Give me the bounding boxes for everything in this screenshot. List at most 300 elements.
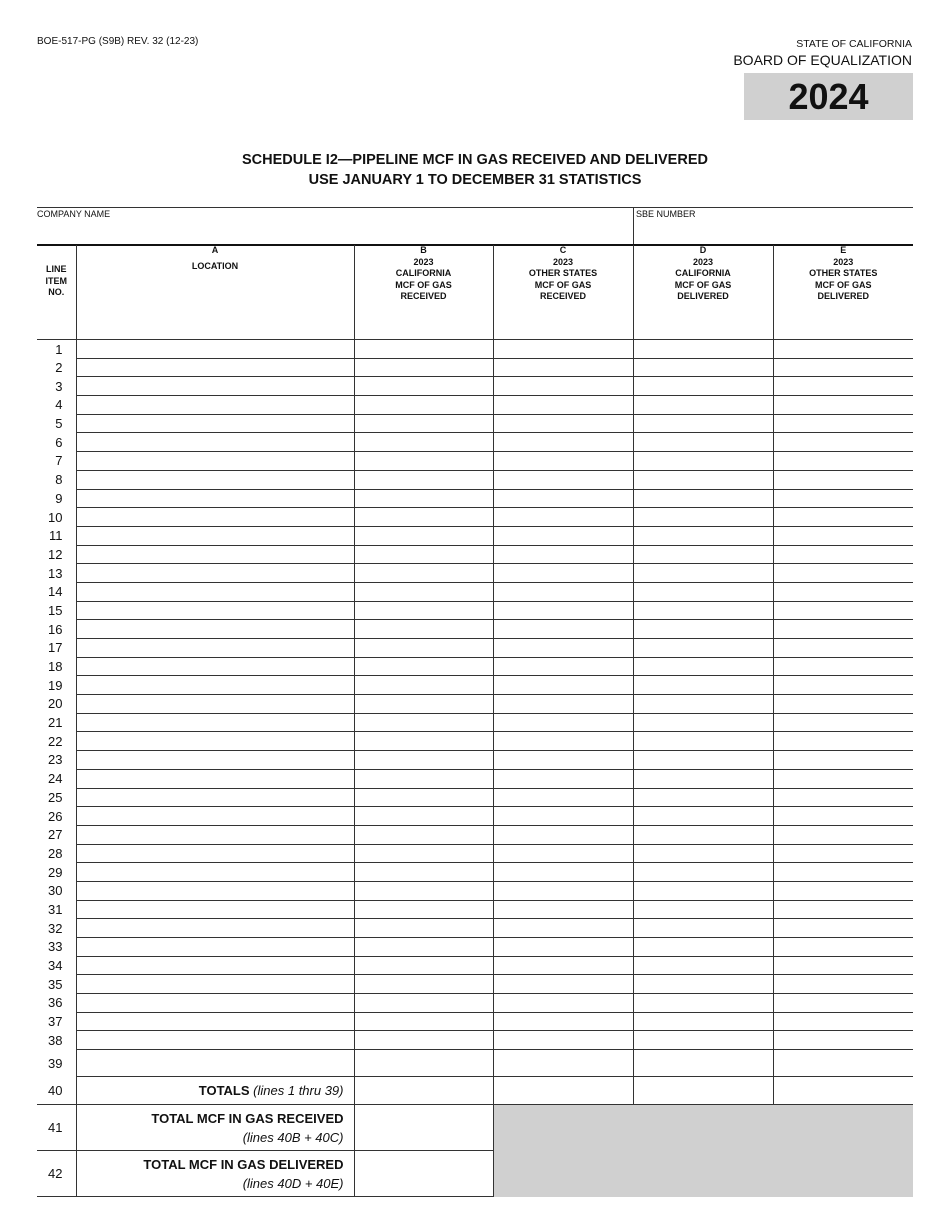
cell-d[interactable] bbox=[633, 433, 773, 452]
header-text: MCF OF GAS bbox=[815, 279, 872, 290]
cell-c[interactable] bbox=[493, 919, 633, 938]
cell-c[interactable] bbox=[493, 975, 633, 994]
cell-e[interactable] bbox=[773, 769, 913, 788]
cell-c[interactable] bbox=[493, 732, 633, 751]
line-number: 36 bbox=[48, 995, 63, 1011]
cell-e[interactable] bbox=[773, 713, 913, 732]
line-number: 4 bbox=[55, 397, 63, 413]
cell-c[interactable] bbox=[493, 676, 633, 695]
cell-a[interactable] bbox=[76, 377, 354, 396]
cell-b[interactable] bbox=[354, 844, 493, 863]
cell-b[interactable] bbox=[354, 732, 493, 751]
header-text: MCF OF GAS bbox=[674, 279, 732, 290]
sbe-divider bbox=[633, 208, 634, 244]
cell-d[interactable] bbox=[633, 975, 773, 994]
cell-e[interactable] bbox=[773, 526, 913, 545]
cell-c[interactable] bbox=[493, 340, 633, 359]
cell-a[interactable] bbox=[76, 545, 354, 564]
line-number: 31 bbox=[48, 901, 63, 917]
cell-c[interactable] bbox=[493, 938, 633, 957]
header-text: LINE bbox=[45, 264, 67, 274]
cell-e[interactable] bbox=[773, 358, 913, 377]
total-delivered-cell[interactable] bbox=[354, 1151, 493, 1197]
year-label: 2024 bbox=[788, 75, 869, 117]
cell-b[interactable] bbox=[354, 713, 493, 732]
header-text: E bbox=[840, 245, 847, 255]
cell-b[interactable] bbox=[354, 396, 493, 415]
table-row bbox=[37, 377, 913, 396]
line-number: 3 bbox=[55, 378, 63, 394]
company-row bbox=[37, 207, 913, 246]
cell-a[interactable] bbox=[76, 657, 354, 676]
cell-d[interactable] bbox=[633, 881, 773, 900]
cell-e[interactable] bbox=[773, 508, 913, 527]
cell-a[interactable] bbox=[76, 564, 354, 583]
cell-a[interactable] bbox=[76, 695, 354, 714]
cell-a[interactable] bbox=[76, 807, 354, 826]
header-text: DELIVERED bbox=[817, 291, 869, 301]
cell-e[interactable] bbox=[773, 676, 913, 695]
cell-d[interactable] bbox=[633, 508, 773, 527]
cell-e[interactable] bbox=[773, 863, 913, 882]
cell-a[interactable] bbox=[76, 414, 354, 433]
table-row bbox=[37, 414, 913, 433]
cell-c[interactable] bbox=[493, 1050, 633, 1077]
cell-c[interactable] bbox=[493, 825, 633, 844]
cell-a[interactable] bbox=[76, 769, 354, 788]
line-number: 13 bbox=[48, 565, 63, 581]
cell-b[interactable] bbox=[354, 1031, 493, 1050]
cell-e[interactable] bbox=[773, 788, 913, 807]
table-row bbox=[37, 657, 913, 676]
sbe-number-field[interactable] bbox=[635, 220, 913, 242]
line-number: 25 bbox=[48, 789, 63, 805]
cell-e[interactable] bbox=[773, 452, 913, 471]
cell-d[interactable] bbox=[633, 844, 773, 863]
cell-b[interactable] bbox=[354, 900, 493, 919]
cell-e[interactable] bbox=[773, 900, 913, 919]
cell-a[interactable] bbox=[76, 994, 354, 1013]
cell-d[interactable] bbox=[633, 900, 773, 919]
cell-e[interactable] bbox=[773, 470, 913, 489]
line-number: 18 bbox=[48, 659, 63, 675]
cell-b[interactable] bbox=[354, 433, 493, 452]
cell-e[interactable] bbox=[773, 919, 913, 938]
cell-a[interactable] bbox=[76, 788, 354, 807]
cell-d[interactable] bbox=[633, 1031, 773, 1050]
line-number: 33 bbox=[48, 939, 63, 955]
table-row bbox=[37, 807, 913, 826]
cell-a[interactable] bbox=[76, 358, 354, 377]
cell-a[interactable] bbox=[76, 713, 354, 732]
form-id: BOE-517-PG (S9B) REV. 32 (12-23) bbox=[37, 36, 199, 47]
cell-c[interactable] bbox=[493, 695, 633, 714]
cell-e[interactable] bbox=[773, 340, 913, 359]
cell-a[interactable] bbox=[76, 676, 354, 695]
cell-a[interactable] bbox=[76, 433, 354, 452]
cell-a[interactable] bbox=[76, 340, 354, 359]
cell-d[interactable] bbox=[633, 938, 773, 957]
cell-c[interactable] bbox=[493, 713, 633, 732]
cell-c[interactable] bbox=[493, 433, 633, 452]
cell-a[interactable] bbox=[76, 489, 354, 508]
table-row bbox=[37, 713, 913, 732]
table-row bbox=[37, 863, 913, 882]
table-row bbox=[37, 526, 913, 545]
header-text: ITEM bbox=[45, 275, 67, 286]
table-row bbox=[37, 844, 913, 863]
line-number: 6 bbox=[55, 434, 63, 450]
cell-c[interactable] bbox=[493, 508, 633, 527]
table-row bbox=[37, 601, 913, 620]
line-number: 1 bbox=[55, 341, 63, 357]
cell-c[interactable] bbox=[493, 582, 633, 601]
cell-d[interactable] bbox=[633, 358, 773, 377]
line-number: 26 bbox=[48, 808, 63, 824]
cell-a[interactable] bbox=[76, 1050, 354, 1077]
cell-d[interactable] bbox=[633, 863, 773, 882]
table-row bbox=[37, 452, 913, 471]
cell-c[interactable] bbox=[493, 994, 633, 1013]
cell-a[interactable] bbox=[76, 825, 354, 844]
line-number: 15 bbox=[48, 602, 63, 618]
cell-b[interactable] bbox=[354, 470, 493, 489]
cell-c[interactable] bbox=[493, 620, 633, 639]
company-name-label: COMPANY NAME bbox=[37, 209, 111, 219]
cell-a[interactable] bbox=[76, 526, 354, 545]
header-col-a bbox=[76, 245, 354, 340]
cell-b[interactable] bbox=[354, 938, 493, 957]
line-number: 28 bbox=[48, 845, 63, 861]
cell-c[interactable] bbox=[493, 545, 633, 564]
cell-c[interactable] bbox=[493, 564, 633, 583]
cell-b[interactable] bbox=[354, 919, 493, 938]
table-row bbox=[37, 956, 913, 975]
cell-b[interactable] bbox=[354, 751, 493, 770]
cell-c[interactable] bbox=[493, 844, 633, 863]
table-row bbox=[37, 489, 913, 508]
cell-e[interactable] bbox=[773, 564, 913, 583]
cell-d[interactable] bbox=[633, 452, 773, 471]
cell-c[interactable] bbox=[493, 470, 633, 489]
cell-e[interactable] bbox=[773, 657, 913, 676]
cell-e[interactable] bbox=[773, 1012, 913, 1031]
cell-b[interactable] bbox=[354, 863, 493, 882]
cell-a[interactable] bbox=[76, 508, 354, 527]
table-row bbox=[37, 545, 913, 564]
cell-c[interactable] bbox=[493, 414, 633, 433]
cell-c[interactable] bbox=[493, 657, 633, 676]
line-number: 16 bbox=[48, 621, 63, 637]
header-col-e bbox=[773, 245, 913, 340]
cell-c[interactable] bbox=[493, 639, 633, 658]
board-label: BOARD OF EQUALIZATION bbox=[733, 52, 912, 68]
cell-d[interactable] bbox=[633, 582, 773, 601]
table-row bbox=[37, 825, 913, 844]
header-line-item bbox=[37, 245, 76, 340]
table-row bbox=[37, 881, 913, 900]
cell-c[interactable] bbox=[493, 881, 633, 900]
cell-b[interactable] bbox=[354, 358, 493, 377]
cell-a[interactable] bbox=[76, 639, 354, 658]
cell-d[interactable] bbox=[633, 657, 773, 676]
cell-b[interactable] bbox=[354, 601, 493, 620]
cell-e[interactable] bbox=[773, 601, 913, 620]
cell-c[interactable] bbox=[493, 769, 633, 788]
cell-b[interactable] bbox=[354, 620, 493, 639]
cell-b[interactable] bbox=[354, 414, 493, 433]
totals-cell-c[interactable] bbox=[493, 1077, 633, 1105]
line-number: 35 bbox=[48, 976, 63, 992]
cell-c[interactable] bbox=[493, 358, 633, 377]
header-text: NO. bbox=[48, 287, 65, 297]
cell-a[interactable] bbox=[76, 620, 354, 639]
cell-e[interactable] bbox=[773, 844, 913, 863]
table-row bbox=[37, 695, 913, 714]
cell-d[interactable] bbox=[633, 956, 773, 975]
cell-e[interactable] bbox=[773, 489, 913, 508]
cell-a[interactable] bbox=[76, 919, 354, 938]
cell-a[interactable] bbox=[76, 975, 354, 994]
cell-a[interactable] bbox=[76, 844, 354, 863]
cell-c[interactable] bbox=[493, 489, 633, 508]
cell-e[interactable] bbox=[773, 994, 913, 1013]
cell-e[interactable] bbox=[773, 732, 913, 751]
table-row bbox=[37, 751, 913, 770]
cell-d[interactable] bbox=[633, 545, 773, 564]
table-row bbox=[37, 582, 913, 601]
cell-c[interactable] bbox=[493, 1031, 633, 1050]
cell-d[interactable] bbox=[633, 377, 773, 396]
cell-b[interactable] bbox=[354, 788, 493, 807]
company-name-field[interactable] bbox=[37, 220, 631, 242]
cell-d[interactable] bbox=[633, 732, 773, 751]
cell-d[interactable] bbox=[633, 1050, 773, 1077]
cell-a[interactable] bbox=[76, 1031, 354, 1050]
cell-a[interactable] bbox=[76, 956, 354, 975]
cell-d[interactable] bbox=[633, 470, 773, 489]
table-row bbox=[37, 470, 913, 489]
cell-c[interactable] bbox=[493, 452, 633, 471]
cell-c[interactable] bbox=[493, 601, 633, 620]
cell-a[interactable] bbox=[76, 601, 354, 620]
header-text: 2023 bbox=[552, 256, 574, 267]
summary-label bbox=[76, 1151, 354, 1197]
header-col-b bbox=[354, 245, 493, 340]
table-row bbox=[37, 508, 913, 527]
header-text: OTHER STATES bbox=[809, 268, 878, 278]
cell-e[interactable] bbox=[773, 938, 913, 957]
totals-label-italic: (lines 1 thru 39) bbox=[253, 1083, 344, 1099]
header-text: 2023 bbox=[833, 256, 854, 267]
line-number: 14 bbox=[48, 584, 63, 600]
cell-d[interactable] bbox=[633, 994, 773, 1013]
summary-label-bold: TOTAL MCF IN GAS DELIVERED bbox=[143, 1156, 344, 1172]
cell-e[interactable] bbox=[773, 751, 913, 770]
cell-a[interactable] bbox=[76, 863, 354, 882]
totals-cell-e[interactable] bbox=[773, 1077, 913, 1105]
cell-d[interactable] bbox=[633, 489, 773, 508]
cell-c[interactable] bbox=[493, 788, 633, 807]
table-row bbox=[37, 676, 913, 695]
line-number: 5 bbox=[55, 416, 63, 432]
cell-e[interactable] bbox=[773, 620, 913, 639]
cell-d[interactable] bbox=[633, 751, 773, 770]
cell-d[interactable] bbox=[633, 639, 773, 658]
header-text: CALIFORNIA bbox=[675, 268, 731, 278]
cell-e[interactable] bbox=[773, 956, 913, 975]
line-number: 9 bbox=[55, 490, 63, 506]
cell-c[interactable] bbox=[493, 751, 633, 770]
cell-e[interactable] bbox=[773, 1031, 913, 1050]
cell-d[interactable] bbox=[633, 825, 773, 844]
header-text: RECEIVED bbox=[539, 291, 586, 301]
cell-e[interactable] bbox=[773, 825, 913, 844]
cell-b[interactable] bbox=[354, 545, 493, 564]
cell-a[interactable] bbox=[76, 1012, 354, 1031]
schedule-title: SCHEDULE I2—PIPELINE MCF IN GAS RECEIVED AND DELIVERED bbox=[242, 152, 708, 168]
header-text: OTHER STATES bbox=[528, 268, 598, 278]
cell-e[interactable] bbox=[773, 433, 913, 452]
cell-c[interactable] bbox=[493, 956, 633, 975]
cell-b[interactable] bbox=[354, 657, 493, 676]
header-text: DELIVERED bbox=[677, 291, 729, 301]
summary-label bbox=[76, 1105, 354, 1151]
cell-e[interactable] bbox=[773, 582, 913, 601]
cell-c[interactable] bbox=[493, 396, 633, 415]
cell-a[interactable] bbox=[76, 582, 354, 601]
cell-c[interactable] bbox=[493, 900, 633, 919]
cell-a[interactable] bbox=[76, 396, 354, 415]
shaded-area bbox=[493, 1105, 913, 1197]
table-row bbox=[37, 433, 913, 452]
cell-d[interactable] bbox=[633, 788, 773, 807]
totals-cell-b[interactable] bbox=[354, 1077, 493, 1105]
cell-e[interactable] bbox=[773, 396, 913, 415]
cell-b[interactable] bbox=[354, 340, 493, 359]
cell-b[interactable] bbox=[354, 695, 493, 714]
cell-e[interactable] bbox=[773, 377, 913, 396]
cell-d[interactable] bbox=[633, 601, 773, 620]
line-number: 32 bbox=[48, 920, 63, 936]
cell-b[interactable] bbox=[354, 377, 493, 396]
cell-b[interactable] bbox=[354, 956, 493, 975]
cell-d[interactable] bbox=[633, 919, 773, 938]
header-text: 2023 bbox=[413, 256, 434, 267]
line-number: 42 bbox=[37, 1151, 76, 1197]
summary-label-italic: (lines 40D + 40E) bbox=[242, 1175, 344, 1191]
header-text: LOCATION bbox=[191, 260, 239, 271]
cell-a[interactable] bbox=[76, 470, 354, 489]
cell-d[interactable] bbox=[633, 414, 773, 433]
cell-b[interactable] bbox=[354, 564, 493, 583]
header-text: C bbox=[559, 245, 567, 255]
line-number: 23 bbox=[48, 752, 63, 768]
cell-b[interactable] bbox=[354, 639, 493, 658]
cell-c[interactable] bbox=[493, 377, 633, 396]
line-number: 30 bbox=[48, 883, 63, 899]
cell-b[interactable] bbox=[354, 526, 493, 545]
cell-e[interactable] bbox=[773, 639, 913, 658]
cell-d[interactable] bbox=[633, 769, 773, 788]
cell-d[interactable] bbox=[633, 676, 773, 695]
cell-c[interactable] bbox=[493, 807, 633, 826]
cell-a[interactable] bbox=[76, 881, 354, 900]
table-header-row bbox=[37, 245, 913, 340]
cell-e[interactable] bbox=[773, 1050, 913, 1077]
table-row bbox=[37, 1012, 913, 1031]
cell-b[interactable] bbox=[354, 452, 493, 471]
cell-e[interactable] bbox=[773, 545, 913, 564]
table-row bbox=[37, 1031, 913, 1050]
cell-a[interactable] bbox=[76, 900, 354, 919]
cell-c[interactable] bbox=[493, 526, 633, 545]
cell-d[interactable] bbox=[633, 526, 773, 545]
cell-b[interactable] bbox=[354, 975, 493, 994]
cell-d[interactable] bbox=[633, 396, 773, 415]
cell-c[interactable] bbox=[493, 1012, 633, 1031]
schedule-table bbox=[37, 245, 913, 1197]
cell-d[interactable] bbox=[633, 1012, 773, 1031]
line-number: 27 bbox=[48, 827, 63, 843]
state-label: STATE OF CALIFORNIA bbox=[796, 38, 912, 50]
cell-d[interactable] bbox=[633, 695, 773, 714]
cell-e[interactable] bbox=[773, 881, 913, 900]
cell-b[interactable] bbox=[354, 582, 493, 601]
total-received-cell[interactable] bbox=[354, 1105, 493, 1151]
table-row bbox=[37, 788, 913, 807]
header-text: CALIFORNIA bbox=[395, 268, 452, 278]
cell-b[interactable] bbox=[354, 769, 493, 788]
cell-e[interactable] bbox=[773, 414, 913, 433]
line-number: 37 bbox=[48, 1014, 63, 1030]
cell-a[interactable] bbox=[76, 938, 354, 957]
cell-e[interactable] bbox=[773, 695, 913, 714]
cell-d[interactable] bbox=[633, 807, 773, 826]
cell-d[interactable] bbox=[633, 620, 773, 639]
cell-b[interactable] bbox=[354, 676, 493, 695]
table-row bbox=[37, 358, 913, 377]
cell-a[interactable] bbox=[76, 732, 354, 751]
header-text: MCF OF GAS bbox=[534, 279, 592, 290]
line-number: 11 bbox=[49, 528, 63, 544]
cell-b[interactable] bbox=[354, 825, 493, 844]
cell-b[interactable] bbox=[354, 1050, 493, 1077]
cell-a[interactable] bbox=[76, 751, 354, 770]
cell-e[interactable] bbox=[773, 975, 913, 994]
table-row bbox=[37, 900, 913, 919]
cell-d[interactable] bbox=[633, 713, 773, 732]
cell-b[interactable] bbox=[354, 1012, 493, 1031]
cell-d[interactable] bbox=[633, 340, 773, 359]
cell-b[interactable] bbox=[354, 881, 493, 900]
cell-b[interactable] bbox=[354, 489, 493, 508]
totals-cell-d[interactable] bbox=[633, 1077, 773, 1105]
totals-label-bold: TOTALS bbox=[198, 1083, 250, 1099]
cell-a[interactable] bbox=[76, 452, 354, 471]
table-row bbox=[37, 340, 913, 359]
table-row bbox=[37, 620, 913, 639]
cell-d[interactable] bbox=[633, 564, 773, 583]
line-number: 41 bbox=[37, 1105, 76, 1151]
cell-b[interactable] bbox=[354, 807, 493, 826]
cell-b[interactable] bbox=[354, 508, 493, 527]
line-number: 10 bbox=[48, 509, 63, 525]
table-row bbox=[37, 994, 913, 1013]
cell-b[interactable] bbox=[354, 994, 493, 1013]
cell-e[interactable] bbox=[773, 807, 913, 826]
cell-c[interactable] bbox=[493, 863, 633, 882]
